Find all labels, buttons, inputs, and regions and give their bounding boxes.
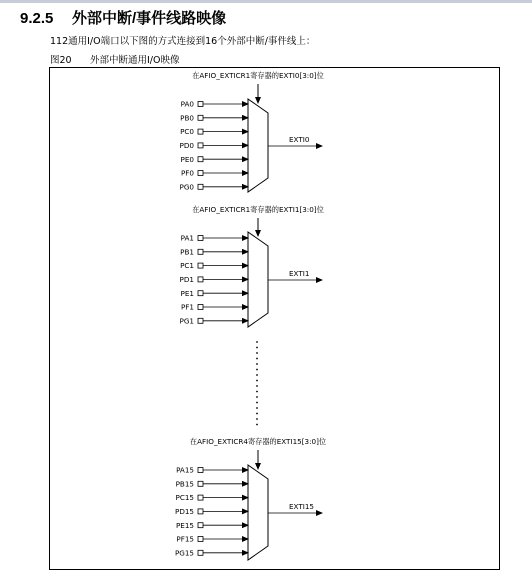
output-label: EXTI0 <box>289 135 310 144</box>
ellipsis-dot <box>256 347 258 349</box>
input-pin-label: PF1 <box>180 302 194 312</box>
input-pin-box <box>198 318 203 323</box>
input-pin-box <box>198 115 203 120</box>
ellipsis-dot <box>256 391 258 393</box>
register-label: 在AFIO_EXTICR1寄存器的EXTI1[3:0]位 <box>192 205 324 214</box>
ellipsis-dot <box>256 352 258 354</box>
ellipsis-dot <box>256 418 258 420</box>
input-pin-label: PA15 <box>176 465 194 475</box>
input-pin-box <box>198 129 203 134</box>
input-pin-label: PG1 <box>179 316 194 326</box>
input-pin-box <box>198 523 203 528</box>
ellipsis-dot <box>256 413 258 415</box>
ellipsis-dot <box>256 407 258 409</box>
input-pin-box <box>198 495 203 500</box>
input-pin-box <box>198 305 203 310</box>
input-pin-box <box>198 143 203 148</box>
mux-group <box>180 205 324 327</box>
ellipsis-dot <box>256 402 258 404</box>
input-pin-label: PF15 <box>176 534 194 544</box>
input-pin-label: PE0 <box>180 154 194 164</box>
output-label: EXTI15 <box>289 502 314 511</box>
input-pin-box <box>198 157 203 162</box>
input-pin-box <box>198 537 203 542</box>
output-label: EXTI1 <box>289 269 310 278</box>
input-pin-box <box>198 509 203 514</box>
multiplexer-shape <box>248 232 268 327</box>
input-pin-label: PC1 <box>180 261 194 271</box>
input-pin-label: PA0 <box>180 99 194 109</box>
section-title: 外部中断/事件线路映像 <box>72 10 227 27</box>
input-pin-label: PG0 <box>179 182 194 192</box>
input-pin-label: PB15 <box>175 479 194 489</box>
ellipsis-dot <box>256 385 258 387</box>
input-pin-label: PB1 <box>180 247 194 257</box>
input-pin-box <box>198 102 203 107</box>
ellipsis-dot <box>256 396 258 398</box>
register-label: 在AFIO_EXTICR4寄存器的EXTI15[3:0]位 <box>189 437 327 446</box>
input-pin-label: PD1 <box>179 275 194 284</box>
intro-paragraph: 112通用I/O端口以下图的方式连接到16个外部中断/事件线上： <box>50 36 316 47</box>
input-pin-box <box>198 468 203 473</box>
input-pin-label: PA1 <box>180 233 194 243</box>
input-pin-label: PD0 <box>179 141 194 150</box>
input-pin-label: PE15 <box>175 520 194 530</box>
input-pin-label: PE1 <box>180 288 194 298</box>
ellipsis-dot <box>256 424 258 426</box>
input-pin-label: PD15 <box>174 507 194 516</box>
input-pin-box <box>198 236 203 241</box>
mux-group <box>175 437 326 560</box>
ellipsis-dot <box>256 374 258 376</box>
input-pin-label: PG15 <box>174 548 194 558</box>
ellipsis-dot <box>256 380 258 382</box>
input-pin-label: PC15 <box>175 493 194 503</box>
multiplexer-shape <box>248 99 268 192</box>
ellipsis-dot <box>256 358 258 360</box>
input-pin-label: PF0 <box>180 168 194 178</box>
input-pin-box <box>198 481 203 486</box>
figure-label: 图20 <box>50 55 72 66</box>
multiplexer-shape <box>248 465 268 560</box>
input-pin-box <box>198 291 203 296</box>
ellipsis-dot <box>256 369 258 371</box>
ellipsis-dot <box>256 341 258 343</box>
input-pin-box <box>198 171 203 176</box>
ellipsis-dots <box>256 341 258 425</box>
input-pin-label: PC0 <box>180 127 194 137</box>
figure-title: 外部中断通用I/O映像 <box>90 55 180 66</box>
ellipsis-dot <box>256 363 258 365</box>
input-pin-box <box>198 277 203 282</box>
input-pin-label: PB0 <box>180 113 194 123</box>
register-label: 在AFIO_EXTICR1寄存器的EXTI0[3:0]位 <box>192 71 324 80</box>
section-number: 9.2.5 <box>20 10 54 27</box>
mux-group <box>180 71 324 192</box>
input-pin-box <box>198 184 203 189</box>
input-pin-box <box>198 263 203 268</box>
input-pin-box <box>198 550 203 555</box>
input-pin-box <box>198 249 203 254</box>
